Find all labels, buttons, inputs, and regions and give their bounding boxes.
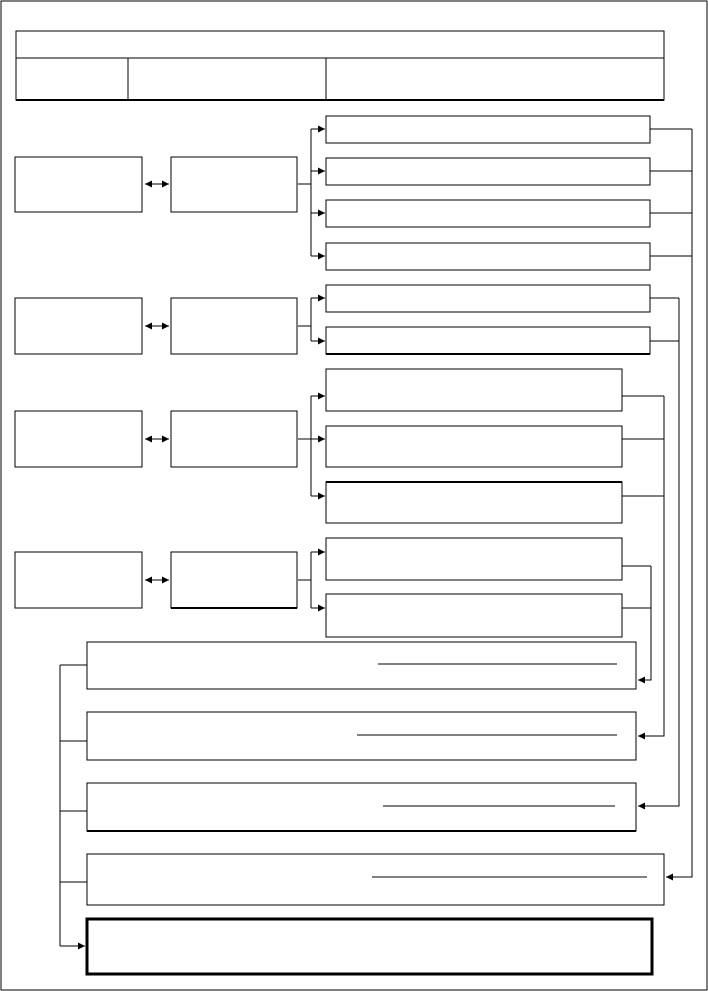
group-2-target-box-1 [326, 285, 650, 312]
summary-box-3 [87, 783, 636, 831]
group-1-target-box-1 [326, 116, 650, 143]
group-1-target-box-2 [326, 158, 650, 185]
header-column-cell-3 [326, 58, 664, 100]
group-3-target-box-2 [326, 426, 622, 467]
group-3-target-box-1 [326, 369, 622, 411]
group-1-target-box-3 [326, 200, 650, 227]
group-3-target-box-3 [326, 482, 622, 523]
group-1-middle-box [171, 157, 297, 212]
group-3-left-box [15, 411, 142, 467]
header-column-cell-1 [16, 58, 128, 100]
summary-box-2 [87, 712, 636, 760]
group-1-target-box-4 [326, 243, 650, 270]
group-4-target-box-2 [326, 594, 622, 637]
group-2 [15, 285, 679, 354]
group-4-target-box-1 [326, 538, 622, 580]
group-1 [15, 116, 692, 270]
group-2-target-box-2 [326, 327, 650, 354]
group-3-middle-box [171, 411, 297, 467]
group-2-middle-box [171, 298, 297, 354]
header-table [16, 31, 664, 100]
final-box [87, 919, 652, 974]
summary-box-4 [87, 854, 664, 905]
group-3 [15, 369, 664, 523]
group-4-left-box [15, 552, 142, 608]
summary-section [87, 642, 664, 974]
feedback-routes [638, 129, 692, 877]
summary-box-1 [87, 642, 636, 689]
header-title-cell [16, 31, 664, 58]
group-1-left-box [15, 157, 142, 212]
group-4 [15, 538, 651, 637]
group-2-left-box [15, 298, 142, 354]
group-4-middle-box [171, 552, 297, 608]
route-group-4-to-summary-1 [638, 566, 651, 680]
page-border [1, 1, 707, 990]
header-column-cell-2 [128, 58, 326, 100]
left-bracket [60, 665, 87, 946]
route-group-2-to-summary-3 [638, 298, 679, 806]
